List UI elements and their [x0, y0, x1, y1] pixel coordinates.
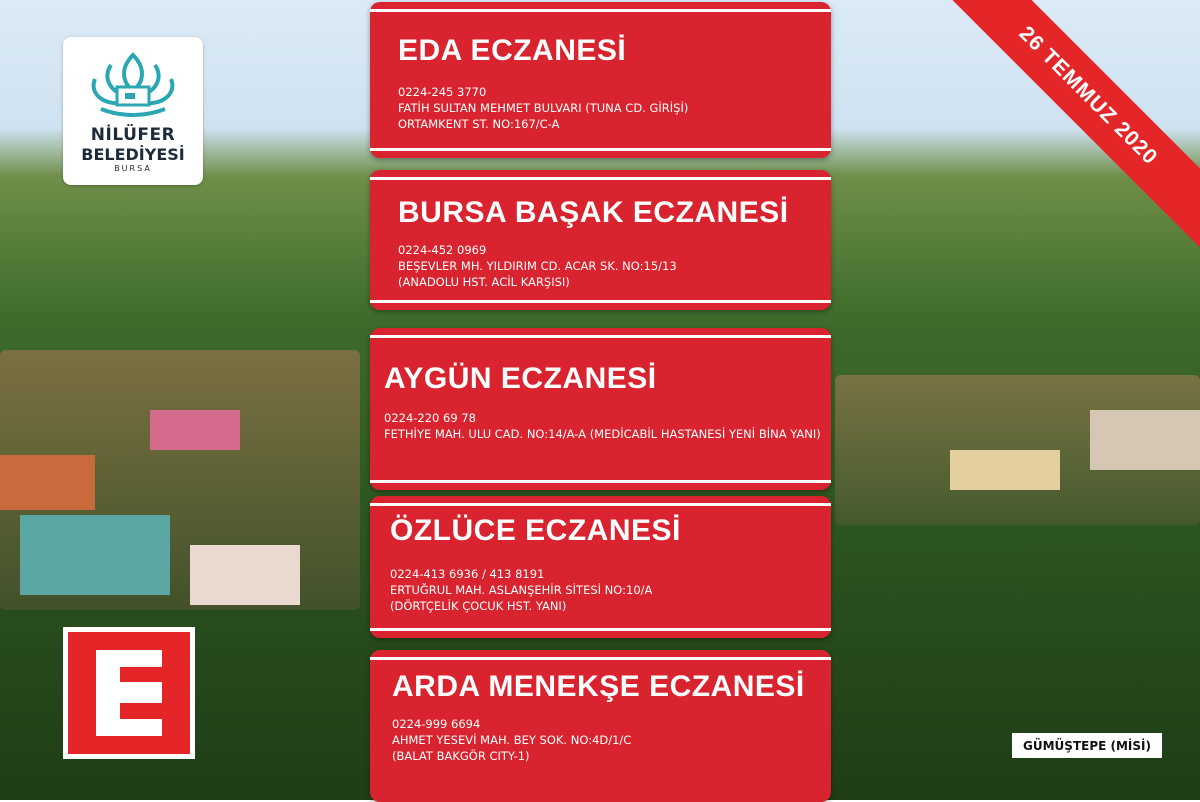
pharmacy-card — [370, 2, 831, 158]
pharmacy-address-line2: (BALAT BAKGÖR CITY-1) — [392, 749, 530, 763]
pharmacy-name: AYGÜN ECZANESİ — [384, 362, 657, 395]
pharmacy-e-sign-icon — [63, 627, 195, 759]
house-wall — [1090, 410, 1200, 470]
house-wall — [950, 450, 1060, 490]
logo-city: BURSA — [114, 164, 152, 173]
pharmacy-address-line1: ERTUĞRUL MAH. ASLANŞEHİR SİTESİ NO:10/A — [390, 583, 653, 597]
date-text: 26 TEMMUZ 2020 — [1014, 21, 1163, 170]
pharmacy-name: ÖZLÜCE ECZANESİ — [390, 514, 681, 547]
house-wall — [190, 545, 300, 605]
lotus-logo-icon — [81, 47, 185, 119]
house-wall — [20, 515, 170, 595]
location-tag: GÜMÜŞTEPE (MİSİ) — [1012, 733, 1162, 758]
pharmacy-phone: 0224-245 3770 — [398, 85, 487, 99]
pharmacy-phone: 0224-999 6694 — [392, 717, 481, 731]
pharmacy-card — [370, 496, 831, 638]
pharmacy-card — [370, 328, 831, 490]
pharmacy-card — [370, 650, 831, 802]
pharmacy-name: ARDA MENEKŞE ECZANESİ — [392, 670, 805, 703]
pharmacy-address-line2: ORTAMKENT ST. NO:167/C-A — [398, 117, 560, 131]
house-roof — [0, 455, 95, 510]
pharmacy-address-line1: FATİH SULTAN MEHMET BULVARI (TUNA CD. GİRİŞİ) — [398, 101, 689, 115]
pharmacy-name: BURSA BAŞAK ECZANESİ — [398, 196, 789, 229]
municipality-logo — [63, 37, 203, 185]
pharmacy-card — [370, 170, 831, 310]
pharmacy-address-line1: FETHİYE MAH. ULU CAD. NO:14/A-A (MEDİCABİL HASTANESİ YENİ BİNA YANI) — [384, 427, 821, 441]
pharmacy-address-line1: BEŞEVLER MH. YILDIRIM CD. ACAR SK. NO:15/13 — [398, 259, 677, 273]
pharmacy-name: EDA ECZANESİ — [398, 34, 627, 67]
pharmacy-phone: 0224-220 69 78 — [384, 411, 476, 425]
pharmacy-phone: 0224-413 6936 / 413 8191 — [390, 567, 545, 581]
logo-subtitle: BELEDİYESİ — [81, 145, 185, 164]
pharmacy-address-line1: AHMET YESEVİ MAH. BEY SOK. NO:4D/1/C — [392, 733, 632, 747]
pharmacy-address-line2: (DÖRTÇELİK ÇOCUK HST. YANI) — [390, 599, 567, 613]
pharmacy-phone: 0224-452 0969 — [398, 243, 487, 257]
logo-title: NİLÜFER — [90, 125, 176, 145]
house-wall — [150, 410, 240, 450]
pharmacy-address-line2: (ANADOLU HST. ACİL KARŞISI) — [398, 275, 570, 289]
